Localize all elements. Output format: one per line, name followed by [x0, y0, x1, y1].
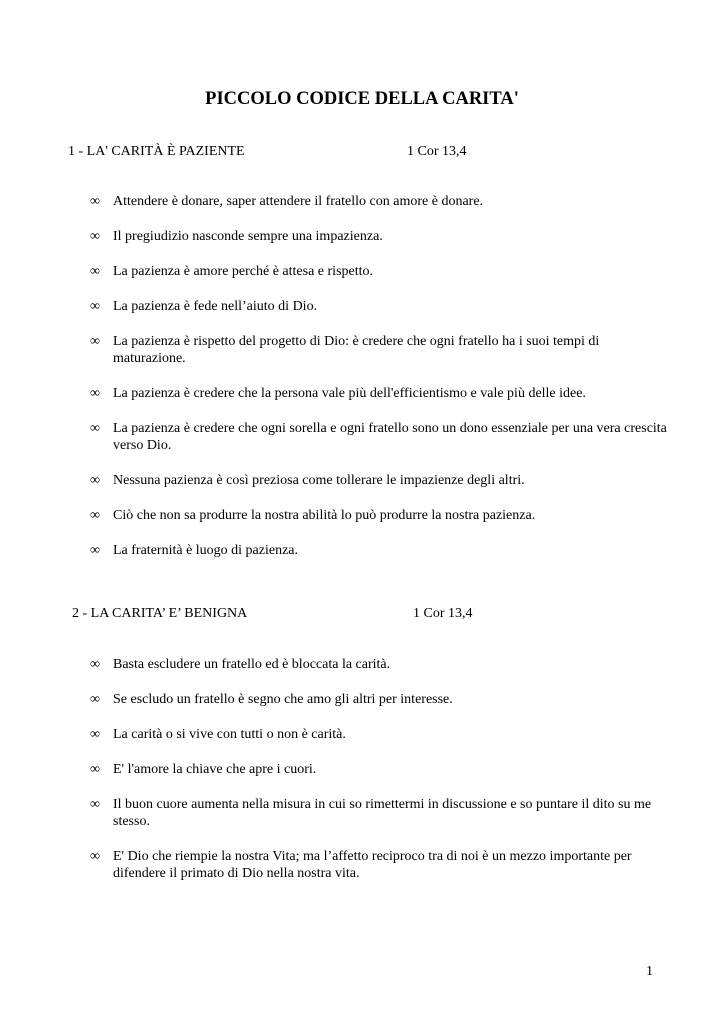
- list-item: [90, 848, 670, 882]
- list-item: [90, 726, 670, 743]
- infinity-bullet-icon: ∞: [90, 849, 100, 864]
- infinity-bullet-icon: ∞: [90, 508, 100, 523]
- list-item: [90, 228, 670, 245]
- infinity-bullet-icon: ∞: [90, 657, 100, 672]
- list-item: [90, 385, 670, 402]
- list-item-text: Attendere è donare, saper attendere il fratello con amore è donare.: [113, 194, 484, 209]
- infinity-bullet-icon: ∞: [90, 797, 100, 812]
- list-item-text: La pazienza è amore perché è attesa e rispetto.: [113, 264, 374, 279]
- list-item-text: La pazienza è credere che ogni sorella e ogni fratello sono un dono essenziale per una vera crescita verso Dio.: [113, 421, 667, 453]
- infinity-bullet-icon: ∞: [90, 543, 100, 558]
- infinity-bullet-icon: ∞: [90, 421, 100, 436]
- bible-reference: 1 Cor 13,4: [413, 606, 473, 621]
- list-item: [90, 761, 670, 778]
- list-item: [90, 263, 670, 280]
- infinity-bullet-icon: ∞: [90, 334, 100, 349]
- list-item-text: Nessuna pazienza è così preziosa come tollerare le impazienze degli altri.: [113, 473, 525, 488]
- list-item-text: E' Dio che riempie la nostra Vita; ma l’affetto reciproco tra di noi è un mezzo importante per difendere il primato di Dio nella nostra vita.: [113, 849, 632, 881]
- section-title: 2 - LA CARITA’ E’ BENIGNA: [72, 606, 248, 621]
- document-title: PICCOLO CODICE DELLA CARITA': [205, 89, 519, 109]
- infinity-bullet-icon: ∞: [90, 473, 100, 488]
- infinity-bullet-icon: ∞: [90, 229, 100, 244]
- list-item: [90, 333, 670, 367]
- list-item-text: Basta escludere un fratello ed è bloccata la carità.: [113, 657, 391, 672]
- bullet-list: [90, 656, 670, 900]
- infinity-bullet-icon: ∞: [90, 762, 100, 777]
- list-item: [90, 472, 670, 489]
- section-heading: [68, 143, 668, 160]
- list-item: [90, 298, 670, 315]
- infinity-bullet-icon: ∞: [90, 194, 100, 209]
- list-item-text: Il buon cuore aumenta nella misura in cui so rimettermi in discussione e so puntare il dito su me stesso.: [113, 797, 652, 829]
- list-item-text: La pazienza è rispetto del progetto di Dio: è credere che ogni fratello ha i suoi tempi di maturazione.: [113, 334, 600, 366]
- page-number: 1: [646, 964, 653, 979]
- infinity-bullet-icon: ∞: [90, 264, 100, 279]
- list-item-text: Il pregiudizio nasconde sempre una impazienza.: [113, 229, 383, 244]
- section-heading: [72, 605, 672, 622]
- section-title: 1 - LA' CARITÀ È PAZIENTE: [68, 144, 245, 159]
- list-item-text: La carità o si vive con tutti o non è carità.: [113, 727, 346, 742]
- list-item: [90, 796, 670, 830]
- bullet-list: [90, 193, 670, 577]
- list-item: [90, 542, 670, 559]
- list-item: [90, 691, 670, 708]
- list-item: [90, 193, 670, 210]
- infinity-bullet-icon: ∞: [90, 386, 100, 401]
- list-item-text: La pazienza è fede nell’aiuto di Dio.: [113, 299, 318, 314]
- list-item-text: E' l'amore la chiave che apre i cuori.: [113, 762, 317, 777]
- infinity-bullet-icon: ∞: [90, 692, 100, 707]
- list-item-text: La pazienza è credere che la persona vale più dell'efficientismo e vale più delle idee.: [113, 386, 586, 401]
- list-item-text: Ciò che non sa produrre la nostra abilità lo può produrre la nostra pazienza.: [113, 508, 536, 523]
- list-item-text: Se escludo un fratello è segno che amo gli altri per interesse.: [113, 692, 453, 707]
- infinity-bullet-icon: ∞: [90, 299, 100, 314]
- list-item-text: La fraternità è luogo di pazienza.: [113, 543, 299, 558]
- list-item: [90, 656, 670, 673]
- list-item: [90, 420, 670, 454]
- list-item: [90, 507, 670, 524]
- bible-reference: 1 Cor 13,4: [407, 144, 467, 159]
- infinity-bullet-icon: ∞: [90, 727, 100, 742]
